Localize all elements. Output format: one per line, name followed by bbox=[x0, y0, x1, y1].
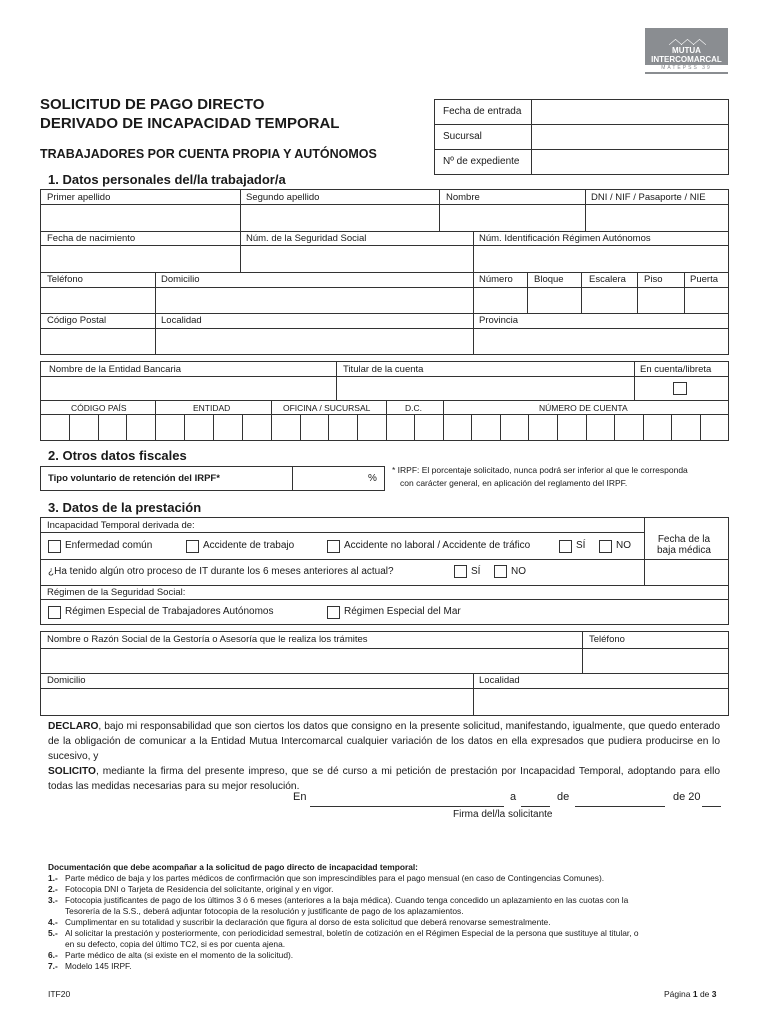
pagina-label: Página bbox=[664, 989, 691, 999]
gestoria-domicilio-input[interactable] bbox=[42, 689, 472, 715]
fecha-entrada-label: Fecha de entrada bbox=[443, 106, 522, 117]
gestoria-grid bbox=[40, 631, 729, 716]
numero-cuenta-label: NÚMERO DE CUENTA bbox=[539, 403, 628, 413]
it-previa-no-label: NO bbox=[511, 566, 526, 577]
documentation-item-text: en su defecto, copia del último TC2, si es por cuenta ajena. bbox=[65, 939, 286, 949]
gestoria-localidad-label: Localidad bbox=[479, 675, 520, 686]
documentation-item bbox=[48, 873, 728, 884]
documentation-item-number: 4.- bbox=[48, 917, 58, 927]
title-line2: DERIVADO DE INCAPACIDAD TEMPORAL bbox=[40, 115, 340, 132]
regimen-label: Régimen de la Seguridad Social: bbox=[47, 587, 186, 598]
accidente-no-laboral-checkbox[interactable] bbox=[327, 540, 340, 553]
primer-apellido-label: Primer apellido bbox=[47, 192, 111, 203]
primer-apellido-input[interactable] bbox=[42, 205, 239, 230]
fecha-baja-label bbox=[657, 534, 711, 556]
escalera-label: Escalera bbox=[589, 274, 626, 285]
declaro-paragraph: , bajo mi responsabilidad que son ciertos los datos que consigno en la presente solicitud, manifestando, igualmente, que quedo enterado de la obligación de comunicar a la Entidad Mutua Intercomarcal cualquier variación de los datos en ella expresados que pudiera producirse en lo sucesivo, y bbox=[48, 721, 720, 762]
entidad-label: ENTIDAD bbox=[193, 403, 231, 413]
gestoria-domicilio-label: Domicilio bbox=[47, 675, 86, 686]
documentation-item-text: Parte médico de alta (si existe en el momento de la solicitud). bbox=[65, 950, 294, 960]
documentation-item-number bbox=[48, 906, 65, 917]
banco-input[interactable] bbox=[42, 377, 335, 399]
nira-label: Núm. Identificación Régimen Autónomos bbox=[479, 233, 651, 244]
provincia-input[interactable] bbox=[474, 329, 727, 354]
codigo-postal-input[interactable] bbox=[42, 329, 154, 354]
regimen-mar-checkbox[interactable] bbox=[327, 606, 340, 619]
irpf-note-line1: * IRPF: El porcentaje solicitado, nunca podrá ser inferior al que le corresponda bbox=[392, 465, 688, 475]
domicilio-label: Domicilio bbox=[161, 274, 200, 285]
nss-label: Núm. de la Seguridad Social bbox=[246, 233, 367, 244]
documentation-item-number: 5.- bbox=[48, 928, 58, 938]
solicito-word: SOLICITO bbox=[48, 766, 96, 777]
titular-label: Titular de la cuenta bbox=[343, 364, 424, 375]
it-previa-si-checkbox[interactable] bbox=[454, 565, 467, 578]
solicito-paragraph: , mediante la firma del presente impreso, que se dé curso a mi petición de prestación por Incapacidad Temporal, adoptando para ello todas las medidas necesarias para su mejor resolución. bbox=[48, 766, 720, 792]
reta-checkbox[interactable] bbox=[48, 606, 61, 619]
section1-title: 1. Datos personales del/la trabajador/a bbox=[48, 172, 286, 187]
firma-de-label: de bbox=[557, 791, 570, 803]
firma-ano-label: de 20 bbox=[673, 791, 701, 803]
logo-line3: MATEPSS 39 bbox=[645, 65, 728, 72]
firma-a-label: a bbox=[510, 791, 517, 803]
cuenta-libreta-label: En cuenta/libreta bbox=[640, 364, 712, 375]
segundo-apellido-label: Segundo apellido bbox=[246, 192, 320, 203]
codigo-pais-label: CÓDIGO PAÍS bbox=[71, 403, 127, 413]
irpf-note-line2: con carácter general, en aplicación del reglamento del IRPF. bbox=[400, 478, 628, 488]
piso-label: Piso bbox=[644, 274, 663, 285]
documentation-item bbox=[48, 917, 728, 928]
firma-ano-line[interactable] bbox=[702, 806, 721, 807]
form-subtitle: TRABAJADORES POR CUENTA PROPIA Y AUTÓNOMOS bbox=[40, 147, 377, 161]
documentation-item-number: 3.- bbox=[48, 895, 58, 905]
titular-input[interactable] bbox=[337, 377, 633, 399]
trafico-no-checkbox[interactable] bbox=[599, 540, 612, 553]
accidente-no-laboral-label: Accidente no laboral / Accidente de tráfico bbox=[344, 540, 531, 551]
firma-mes-line[interactable] bbox=[575, 806, 665, 807]
documentation-item-text: Cumplimentar en su totalidad y suscribir la declaración que figura al dorso de esta solicitud que deberá renovarse semestralmente. bbox=[65, 917, 551, 927]
it-previa-question: ¿Ha tenido algún otro proceso de IT durante los 6 meses anteriores al actual? bbox=[48, 566, 394, 577]
documentation-item bbox=[48, 906, 728, 917]
dni-label: DNI / NIF / Pasaporte / NIE bbox=[591, 192, 706, 203]
office-use-box bbox=[434, 99, 729, 175]
provincia-label: Provincia bbox=[479, 315, 519, 326]
segundo-apellido-input[interactable] bbox=[241, 205, 438, 230]
telefono-input[interactable] bbox=[42, 288, 154, 312]
prestacion-grid bbox=[40, 517, 729, 625]
irpf-box bbox=[40, 466, 385, 491]
gestoria-input[interactable] bbox=[42, 649, 581, 672]
documentation-item-text: Tesorería de la S.S., deberá adjuntar fotocopia de la resolución y justificante de pago de los aplazamientos. bbox=[65, 906, 464, 916]
section3-title: 3. Datos de la prestación bbox=[48, 500, 202, 515]
gestoria-telefono-label: Teléfono bbox=[589, 634, 625, 645]
nombre-label: Nombre bbox=[446, 192, 480, 203]
documentation-item bbox=[48, 961, 728, 972]
gestoria-label: Nombre o Razón Social de la Gestoría o Asesoría que le realiza los trámites bbox=[47, 634, 368, 645]
sucursal-label: Sucursal bbox=[443, 131, 482, 142]
documentation-item-text: Fotocopia justificantes de pago de los últimos 3 ó 6 meses (anteriores a la baja médica). Cuando tenga concedido un aplazamiento en las cuotas con la bbox=[65, 895, 629, 905]
documentation-list bbox=[48, 862, 728, 972]
trafico-si-checkbox[interactable] bbox=[559, 540, 572, 553]
total-pages: 3 bbox=[711, 989, 717, 999]
title-line1: SOLICITUD DE PAGO DIRECTO bbox=[40, 96, 265, 113]
documentation-item bbox=[48, 895, 728, 906]
form-title bbox=[40, 95, 339, 133]
logo-mark-icon: ︿︿︿ bbox=[668, 31, 705, 47]
firma-solicitante-label: Firma del/la solicitante bbox=[453, 809, 553, 820]
accidente-trabajo-checkbox[interactable] bbox=[186, 540, 199, 553]
enfermedad-comun-checkbox[interactable] bbox=[48, 540, 61, 553]
declaro-word: DECLARO bbox=[48, 721, 99, 732]
bloque-label: Bloque bbox=[534, 274, 564, 285]
puerta-label: Puerta bbox=[690, 274, 718, 285]
gestoria-localidad-input[interactable] bbox=[474, 689, 727, 715]
banco-label: Nombre de la Entidad Bancaria bbox=[49, 364, 182, 375]
fecha-baja-line2: baja médica bbox=[657, 545, 711, 556]
dc-label: D.C. bbox=[405, 403, 422, 413]
documentation-items bbox=[48, 873, 728, 972]
bank-data-grid bbox=[40, 361, 729, 441]
declaration-text bbox=[48, 719, 720, 794]
it-previa-si-label: SÍ bbox=[471, 566, 481, 577]
documentation-item bbox=[48, 928, 728, 939]
documentation-item-number: 1.- bbox=[48, 873, 58, 883]
expediente-label: Nº de expediente bbox=[443, 156, 520, 167]
personal-data-grid bbox=[40, 189, 729, 355]
irpf-label: Tipo voluntario de retención del IRPF* bbox=[48, 473, 220, 484]
form-code: ITF20 bbox=[48, 989, 71, 999]
nombre-input[interactable] bbox=[440, 205, 584, 230]
trafico-si-label: SÍ bbox=[576, 540, 586, 551]
documentation-item-text: Modelo 145 IRPF. bbox=[65, 961, 132, 971]
documentation-item-text: Fotocopia DNI o Tarjeta de Residencia del solicitante, original y en vigor. bbox=[65, 884, 334, 894]
documentation-item bbox=[48, 950, 728, 961]
documentation-item-number: 2.- bbox=[48, 884, 58, 894]
fecha-nacimiento-input[interactable] bbox=[42, 246, 239, 271]
fecha-baja-line1: Fecha de la bbox=[657, 534, 711, 545]
page-de-label: de bbox=[699, 989, 710, 999]
telefono-label: Teléfono bbox=[47, 274, 83, 285]
firma-dia-line[interactable] bbox=[521, 806, 550, 807]
documentation-item bbox=[48, 939, 728, 950]
company-logo bbox=[645, 28, 728, 74]
fecha-nacimiento-label: Fecha de nacimiento bbox=[47, 233, 136, 244]
nira-input[interactable] bbox=[474, 246, 727, 271]
domicilio-input[interactable] bbox=[156, 288, 472, 312]
documentation-item-number bbox=[48, 939, 65, 950]
dni-input[interactable] bbox=[586, 205, 727, 230]
account-number-input[interactable] bbox=[42, 415, 728, 440]
localidad-label: Localidad bbox=[161, 315, 202, 326]
firma-en-label: En bbox=[293, 791, 307, 803]
documentation-item bbox=[48, 884, 728, 895]
nss-input[interactable] bbox=[241, 246, 472, 271]
numero-label: Número bbox=[479, 274, 513, 285]
enfermedad-comun-label: Enfermedad común bbox=[65, 540, 153, 551]
it-previa-no-checkbox[interactable] bbox=[494, 565, 507, 578]
accidente-trabajo-label: Accidente de trabajo bbox=[203, 540, 295, 551]
it-derivada-label: Incapacidad Temporal derivada de: bbox=[47, 520, 195, 531]
regimen-mar-label: Régimen Especial del Mar bbox=[344, 606, 461, 617]
reta-label: Régimen Especial de Trabajadores Autónomos bbox=[65, 606, 274, 617]
documentation-item-number: 7.- bbox=[48, 961, 58, 971]
fecha-baja-input[interactable] bbox=[645, 560, 727, 584]
gestoria-telefono-input[interactable] bbox=[583, 649, 727, 672]
current-page: 1 bbox=[692, 989, 698, 999]
logo-line1: MUTUA bbox=[672, 46, 701, 55]
firma-lugar-line[interactable] bbox=[310, 806, 504, 807]
localidad-input[interactable] bbox=[156, 329, 472, 354]
documentation-title: Documentación que debe acompañar a la solicitud de pago directo de incapacidad temporal: bbox=[48, 862, 418, 872]
percent-sign: % bbox=[368, 473, 377, 484]
documentation-item-number: 6.- bbox=[48, 950, 58, 960]
logo-line2: INTERCOMARCAL bbox=[651, 55, 722, 64]
cuenta-libreta-checkbox[interactable] bbox=[673, 382, 687, 395]
codigo-postal-label: Código Postal bbox=[47, 315, 107, 326]
documentation-item-text: Al solicitar la prestación y posteriormente, con periodicidad semestral, boletín de cotización en el Régimen Especial de la persona que sustituye al titular, o bbox=[65, 928, 639, 938]
section2-title: 2. Otros datos fiscales bbox=[48, 448, 187, 463]
page-number bbox=[664, 989, 717, 999]
documentation-item-text: Parte médico de baja y los partes médicos de confirmación que son imprescindibles para el pago mensual (en caso de Contingencias Comunes). bbox=[65, 873, 605, 883]
trafico-no-label: NO bbox=[616, 540, 631, 551]
oficina-label: OFICINA / SUCURSAL bbox=[283, 403, 371, 413]
